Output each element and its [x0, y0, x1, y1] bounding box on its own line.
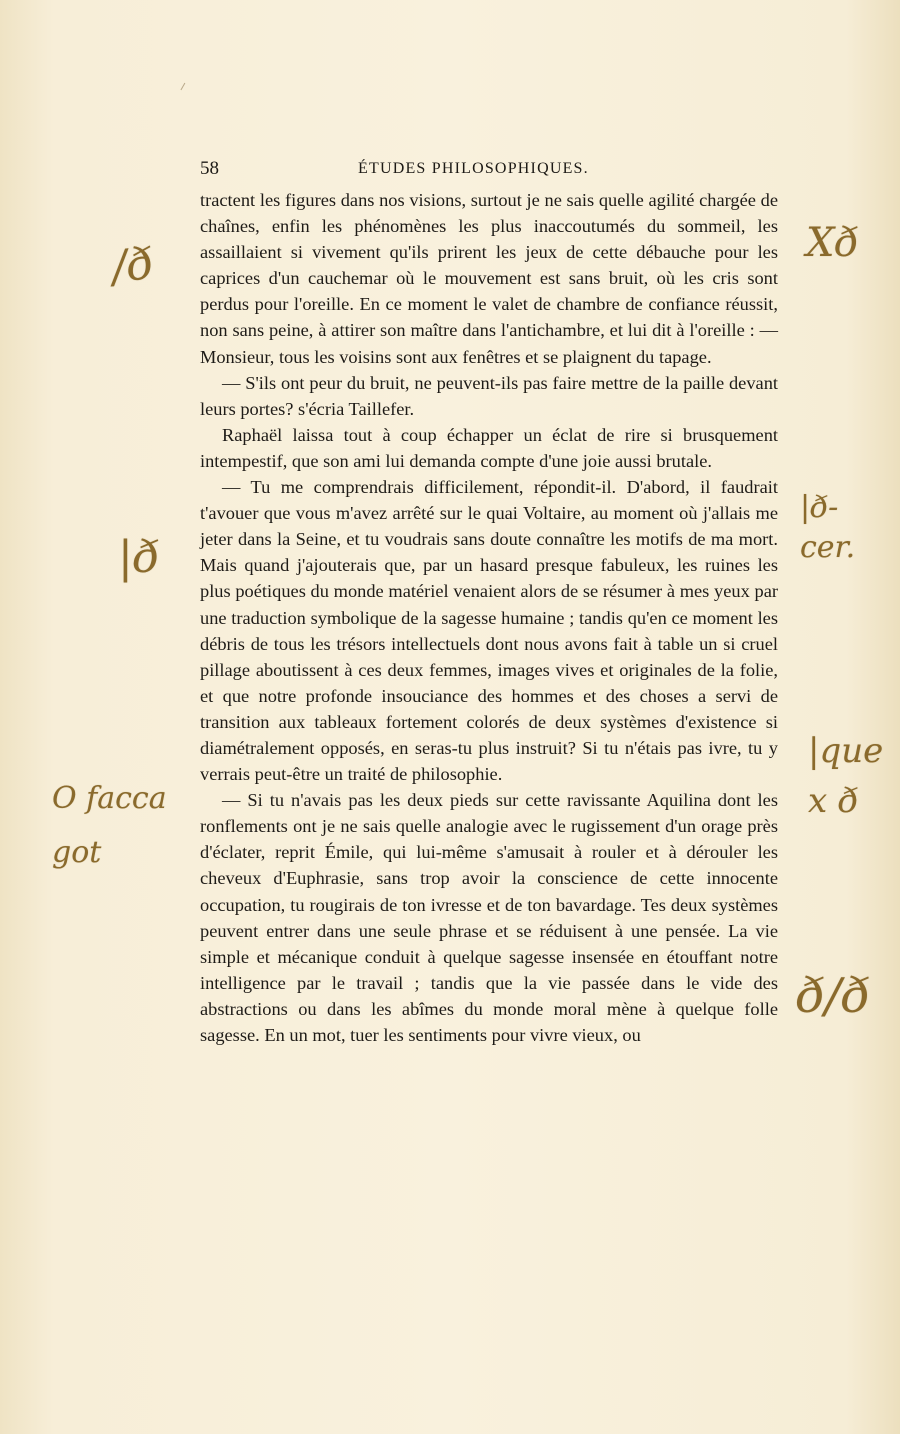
paragraph: — Si tu n'avais pas les deux pieds sur cette ravissante Aquilina dont les ronflements ont je ne sais quelle analogie avec le rugissement d'un orage près d'éclater, reprit Émile, qui lui-même s'amusait à rouler et à dérouler les cheveux d'Euphrasie, sans trop avoir la conscience de cette innocente occupation, tu rougirais de ton ivresse et de ton bavardage. Tes deux systèmes peuvent entrer dans une seule phrase et se réduisent à une pensée. La vie simple et mécanique conduit à quelque sagesse insensée en étouffant notre intelligence par le travail ; tandis que la vie passée dans le vide des abstractions ou dans les abîmes du monde moral mène à quelque folle sagesse. En un mot, tuer les sentiments pour vivre vieux, ou — [200, 790, 778, 1045]
paragraph: — S'ils ont peur du bruit, ne peuvent-ils pas faire mettre de la paille devant leurs portes? s'écria Taillefer. — [200, 372, 778, 419]
margin-note-handwritten: ð/ð — [796, 968, 870, 1024]
body-text — [200, 187, 778, 1048]
page-header — [200, 158, 778, 184]
margin-note-handwritten: /ð — [109, 237, 156, 294]
margin-note-handwritten: |ð — [118, 532, 160, 583]
margin-note-handwritten: |ð- cer. — [800, 490, 856, 565]
running-title: ÉTUDES PHILOSOPHIQUES. — [358, 160, 589, 177]
paragraph: tractent les figures dans nos visions, surtout je ne sais quelle agilité chargée de chaînes, enfin les phénomènes les plus inaccoutumés du sommeil, les assaillaient si vivement qu'ils prirent les jeux de cette débauche pour les caprices d'un cauchemar où le mouvement est sans bruit, où les cris sont perdus pour l'oreille. En ce moment le valet de chambre de confiance réussit, non sans peine, à attirer son maître dans l'antichambre, et lui dit à l'oreille : — Monsieur, tous les voisins sont aux fenêtres et se plaignent du tapage. — [200, 190, 778, 367]
paragraph: — Tu me comprendrais difficilement, répondit-il. D'abord, il faudrait t'avouer que vous m'avez arrêté sur le quai Voltaire, au moment où j'allais me jeter dans la Seine, et tu voudrais sans doute connaître les motifs de ma mort. Mais quand j'ajouterais que, par un hasard presque fabuleux, les ruines les plus poétiques du monde matériel venaient alors de se résumer à mes yeux par une traduction symbolique de la sagesse humaine ; tandis qu'en ce moment les débris de tous les trésors intellectuels dont nous avons fait à table un si cruel pillage aboutissent à ces deux femmes, images vives et originales de la folie, et que notre profonde insouciance des hommes et des choses a servi de transition aux tableaux fortement colorés de deux systèmes d'existence si diamétralement opposés, en seras-tu plus instruit? Si tu n'étais pas ivre, tu y verrais peut-être un traité de philosophie. — [200, 477, 778, 785]
page-number: 58 — [200, 158, 219, 179]
margin-note-handwritten: O facca got — [52, 781, 167, 870]
paragraph: Raphaël laissa tout à coup échapper un éclat de rire si brusquement intempestif, que son ami lui demanda compte d'une joie aussi brutale. — [200, 424, 778, 471]
margin-note-handwritten: Xð — [806, 220, 859, 266]
margin-note-handwritten: |que x ð — [808, 731, 884, 821]
paper-mark — [180, 83, 190, 93]
